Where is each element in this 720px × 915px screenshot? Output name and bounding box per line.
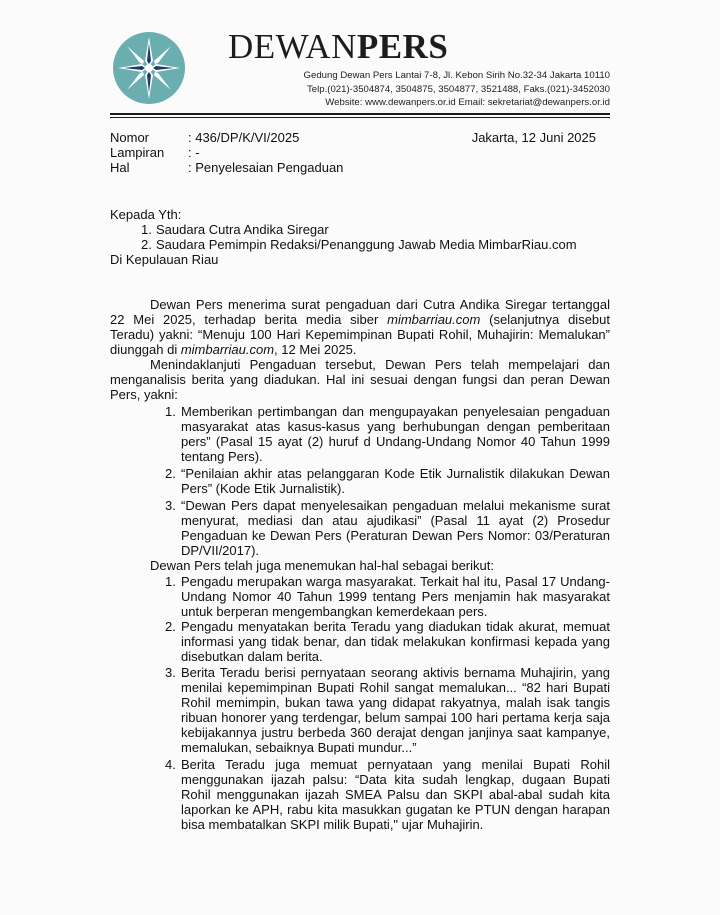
hal-value: : Penyelesaian Pengaduan <box>188 160 344 175</box>
site-name: mimbarriau.com <box>387 312 481 327</box>
list-number: 1. <box>165 574 176 589</box>
list-line: “Dewan Pers dapat menyelesaikan pengaduan melalui mekanisme surat <box>181 498 610 513</box>
list-line: Undang Nomor 40 Tahun 1999 tentang Pers menjamin hak masyarakat <box>181 589 610 604</box>
list-line: kebijakannya justru berbeda 360 derajat dengan janjinya saat kampanye, <box>181 725 610 740</box>
body-line: 22 Mei 2025, terhadap berita media siber mimbarriau.com (selanjutnya disebut <box>110 312 610 327</box>
list-line: ribuan honorer yang terdengar, belum sampai 100 hari pertama kerja saja <box>181 710 610 725</box>
list-line: masyarakat atas kasus-kasus yang berhubungan dengan pemberitaan <box>181 419 610 434</box>
body-line: Pers, yakni: <box>110 387 178 402</box>
site-name: mimbarriau.com <box>180 342 275 357</box>
body-line: Dewan Pers menerima surat pengaduan dari Cutra Andika Siregar tertanggal <box>150 297 610 312</box>
hal-label: Hal <box>110 160 130 175</box>
list-line: untuk berperan mengembangkan kemerdekaan pers. <box>181 604 488 619</box>
body-line: menganalisis berita yang diadukan. Hal ini sesuai dengan fungsi dan peran Dewan <box>110 372 610 387</box>
list-number: 1. <box>165 404 176 419</box>
lampiran-label: Lampiran <box>110 145 165 160</box>
recipient-1: Saudara Cutra Andika Siregar <box>156 222 329 237</box>
recipient-number: 1. <box>141 222 152 237</box>
org-address: Gedung Dewan Pers Lantai 7-8, Jl. Kebon Sirih No.32-34 Jakarta 10110 <box>303 70 610 81</box>
list-line: informasi yang tidak benar, dan tidak melakukan konfirmasi kepada yang <box>181 634 610 649</box>
list-number: 2. <box>165 466 176 481</box>
list-line: laporkan ke APH, rabu kita masukkan gugatan ke PTUN dengan harapan <box>181 802 610 817</box>
list-line: Pengaduan ke Dewan Pers (Peraturan Dewan Pers Nomor: 03/Peraturan <box>181 528 610 543</box>
letterhead-rule <box>110 113 610 115</box>
list-line: Pengadu merupakan warga masyarakat. Terkait hal itu, Pasal 17 Undang- <box>181 574 610 589</box>
salutation: Kepada Yth: <box>110 207 182 222</box>
letterhead-rule-thin <box>110 117 610 118</box>
list-number: 3. <box>165 665 176 680</box>
recipient-2: Saudara Pemimpin Redaksi/Penanggung Jawab Media MimbarRiau.com <box>156 237 577 252</box>
recipient-number: 2. <box>141 237 152 252</box>
list-line: DP/VII/2017). <box>181 543 260 558</box>
list-line: menilai kepemimpinan Bupati Rohil sangat memalukan... “82 hari Bupati <box>181 680 610 695</box>
recipient-location: Di Kepulauan Riau <box>110 252 219 267</box>
list-number: 3. <box>165 498 176 513</box>
org-web: Website: www.dewanpers.or.id Email: sekretariat@dewanpers.or.id <box>325 97 610 108</box>
nomor-value: : 436/DP/K/VI/2025 <box>188 130 300 145</box>
list-line: pers” (Pasal 15 ayat (2) huruf d Undang-Undang Nomor 40 Tahun 1999 <box>181 434 610 449</box>
list-number: 4. <box>165 757 176 772</box>
list-line: Berita Teradu berisi pernyataan seorang aktivis bernama Muhajirin, yang <box>181 665 610 680</box>
list-line: Pengadu menyatakan berita Teradu yang diadukan tidak akurat, memuat <box>181 619 610 634</box>
lampiran-value: : - <box>188 145 200 160</box>
list-line: Rohil menggunakan ijazah SMEA Palsu dan SKPI abal-abal sudah kita <box>181 787 610 802</box>
list-line: menyurat, mediasi dan atau ajudikasi” (Pasal 11 ayat (2) Prosedur <box>181 513 610 528</box>
org-phone: Telp.(021)-3504874, 3504875, 3504877, 3521488, Faks.(021)-3452030 <box>307 84 610 95</box>
list-line: Memberikan pertimbangan dan mengupayakan penyelesaian pengaduan <box>181 404 610 419</box>
list-line: bisa membatalkan SKPI milik Bupati," ujar Muhajirin. <box>181 817 484 832</box>
list-line: Pers” (Kode Etik Jurnalistik). <box>181 481 345 496</box>
list-line: tentang Pers). <box>181 449 263 464</box>
body-line: Dewan Pers telah juga menemukan hal-hal sebagai berikut: <box>150 558 494 573</box>
list-line: Berita Teradu juga memuat pernyataan yang menilai Bupati Rohil <box>181 757 610 772</box>
org-name: DEWANPERS <box>228 27 449 66</box>
list-line: menggunakan ijazah palsu: “Data kita sudah lengkap, dugaan Bupati <box>181 772 610 787</box>
list-line: disebutkan dalam berita. <box>181 649 323 664</box>
body-line: Menindaklanjuti Pengaduan tersebut, Dewan Pers telah mempelajari dan <box>150 357 610 372</box>
list-line: “Penilaian akhir atas pelanggaran Kode Etik Jurnalistik dilakukan Dewan <box>181 466 610 481</box>
list-number: 2. <box>165 619 176 634</box>
list-line: Rohil memimpin, bukan tawa yang didapat rakyatnya, malah isak tangis <box>181 695 610 710</box>
dewan-pers-logo <box>112 31 186 105</box>
letter-date: Jakarta, 12 Juni 2025 <box>471 130 596 145</box>
body-line: Teradu) yakni: “Menuju 100 Hari Kepemimpinan Bupati Rohil, Muhajirin: Memalukan” <box>110 327 610 342</box>
body-line: diunggah di mimbarriau.com, 12 Mei 2025. <box>110 342 357 357</box>
list-line: memalukan, sebaiknya Bupati mundur...” <box>181 740 417 755</box>
nomor-label: Nomor <box>110 130 150 145</box>
